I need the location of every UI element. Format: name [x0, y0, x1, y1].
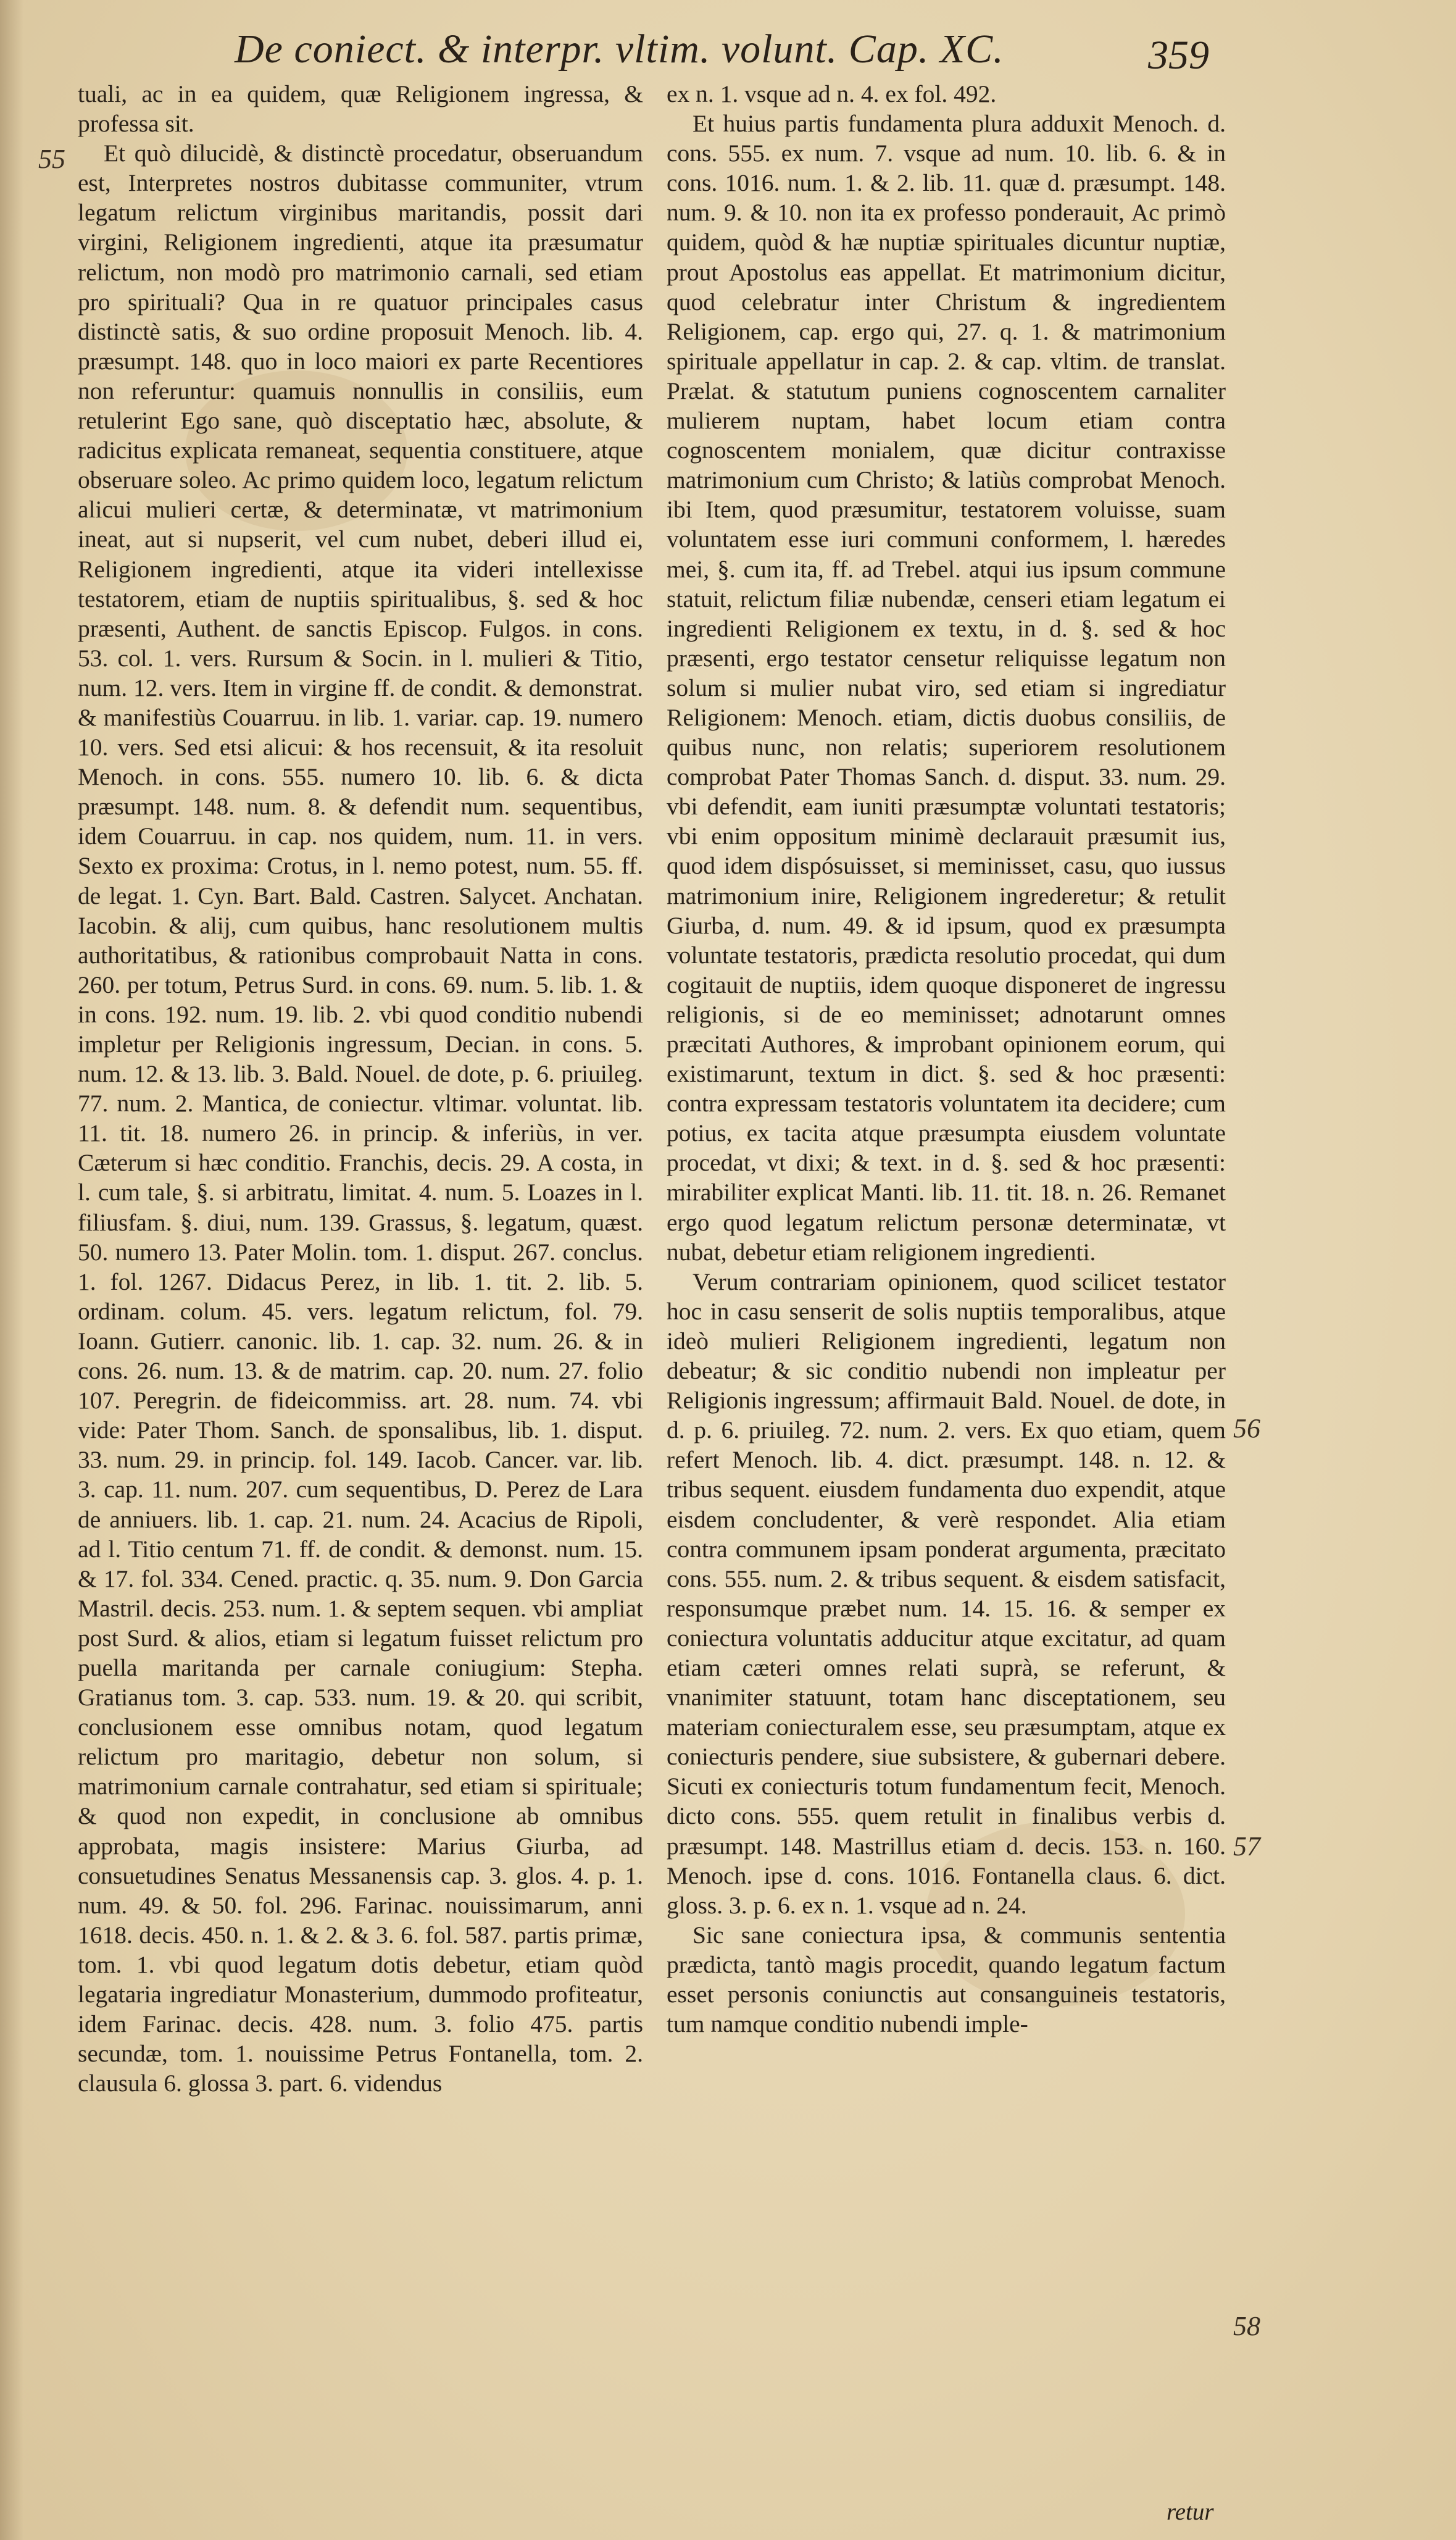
- catchword: retur: [1167, 2499, 1214, 2525]
- paragraph: Et quò dilucidè, & distinctè procedatur, obseruandum est, Interpretes nostros dubitasse communiter, vtrum legatum relictum virginibus maritandis, possit dari virgini, Religionem ingredienti, atque ita præsumatur relictum, non modò pro matrimonio carnali, sed etiam pro spirituali? Qua in re quatuor principales casus distinctè satis, & suo ordine proposuit Menoch. lib. 4. præsumpt. 148. quo in loco maiori ex parte Recentiores non referuntur: quamuis nonnullis in consiliis, eum retulerint Ego sane, quò disceptatio hæc, absolute, & radicitus explicata remaneat, sequentia constituere, atque obseruare soleo. Ac primo quidem loco, legatum relictum alicui mulieri certæ, & determinatæ, vt matrimonium ineat, aut si nupserit, vel cum nubet, deberi illud ei, Religionem ingredienti, atque ita videri intellexisse testatorem, etiam de nuptiis spiritualibus, §. sed & hoc præsenti, Authent. de sanctis Episcop. Fulgos. in cons. 53. col. 1. vers. Rursum & Socin. in l. mulieri & Titio, num. 12. vers. Item in virgine ff. de condit. & demonstrat. & manifestiùs Couarruu. in lib. 1. variar. cap. 19. numero 10. vers. Sed etsi alicui: & hos recensuit, & ita resoluit Menoch. in cons. 555. numero 10. lib. 6. & dicta præsumpt. 148. num. 8. & defendit num. sequentibus, idem Couarruu. in cap. nos quidem, num. 11. in vers. Sexto ex proxima: Crotus, in l. nemo potest, num. 55. ff. de legat. 1. Cyn. Bart. Bald. Castren. Salycet. Anchatan. Iacobin. & alij, cum quibus, hanc resolutionem multis authoritatibus, & rationibus comprobauit Natta in cons. 260. per totum, Petrus Surd. in cons. 69. num. 5. lib. 1. & in cons. 192. num. 19. lib. 2. vbi quod conditio nubendi impletur per Religionis ingressum, Decian. in cons. 5. num. 12. & 13. lib. 3. Bald. Nouel. de dote, p. 6. priuileg. 77. num. 2. Mantica, de coniectur. vltimar. voluntat. lib. 11. tit. 18. numero 26. in princip. & inferiùs, in ver. Cæterum si hæc conditio. Franchis, decis. 29. A costa, in l. cum tale, §. si arbitratu, limitat. 4. num. 5. Loazes in l. filiusfam. §. diui, num. 139. Grassus, §. legatum, quæst. 50. numero 13. Pater Molin. tom. 1. disput. 267. conclus. 1. fol. 1267. Didacus Perez, in lib. 1. tit. 2. lib. 5. ordinam. colum. 45. vers. legatum relictum, fol. 79. Ioann. Gutierr. canonic. lib. 1. cap. 32. num. 26. & in cons. 26. num. 13. & de matrim. cap. 20. num. 27. folio 107. Peregrin. de fideicommiss. art. 28. num. 74. vbi vide: Pater Thom. Sanch. de sponsalibus, lib. 1. disput. 33. num. 29. in princip. fol. 149. Iacob. Cancer. var. lib. 3. cap. 11. num. 207. cum sequentibus, D. Perez de Lara de anniuers. lib. 1. cap. 21. num. 24. Acacius de Ripoli, ad l. Titio centum 71. ff. de condit. & demonst. num. 15. & 17. fol. 334. Cened. practic. q. 35. num. 9. Don Garcia Mastril. decis. 253. num. 1. & septem sequen. vbi ampliat post Surd. & alios, etiam si legatum fuisset relictum pro puella maritanda per carnale coniugium: Stepha. Gratianus tom. 3. cap. 533. num. 19. & 20. qui scribit, conclusionem esse omnibus notam, quod legatum relictum pro maritagio, debetur non solum, si matrimonium carnale contrahatur, sed etiam si spirituale; & quod non expedit, in conclusione ab omnibus approbata, magis insistere: Marius Giurba, ad consuetudines Senatus Messanensis cap. 3. glos. 4. p. 1. num. 49. & 50. fol. 296. Farinac. nouissimarum, anni 1618. decis. 450. n. 1. & 2. & 3. 6. fol. 587. partis primæ, tom. 1. vbi quod legatum dotis debetur, etiam quòd legataria ingrediatur Monasterium, dummodo profiteatur, idem Farinac. decis. 428. num. 3. folio 475. partis secundæ, tom. 1. nouissime Petrus Fontanella, tom. 2. clausula 6. glossa 3. part. 6. videndus: [78, 140, 643, 2097]
- right-column: [667, 79, 1226, 2039]
- paragraph: ex n. 1. vsque ad n. 4. ex fol. 492.: [667, 80, 997, 107]
- marginal-number: 57: [1233, 1831, 1260, 1861]
- marginal-number: 58: [1233, 2311, 1260, 2341]
- running-head: De coniect. & interpr. vltim. volunt. Cap. XC.: [235, 27, 1004, 72]
- paragraph: Et huius partis fundamenta plura adduxit Menoch. d. cons. 555. ex num. 7. vsque ad num. 10. lib. 6. & in cons. 1016. num. 1. & 2. lib. 11. quæ d. præsumpt. 148. num. 9. & 10. non ita ex professo ponderauit, Ac primò quidem, quòd & hæ nuptiæ spirituales dicuntur nuptiæ, prout Apostolus eas appellat. Et matrimonium dicitur, quod celebratur inter Christum & ingredientem Religionem, cap. ergo qui, 27. q. 1. & matrimonium spirituale appellatur in cap. 2. & cap. vltim. de translat. Prælat. & statutum puniens cognoscentem carnaliter mulierem nuptam, habet locum etiam contra cognoscentem monialem, quæ dicitur contraxisse matrimonium cum Christo; & latiùs comprobat Menoch. ibi Item, quod præsumitur, testatorem voluisse, suam voluntatem esse iuri communi conformem, l. hæredes mei, §. cum ita, ff. ad Trebel. atqui ius ipsum commune statuit, relictum filiæ nubendæ, censeri etiam legatum ei ingredienti Religionem ex textu, in d. §. sed & hoc præsenti, ergo testator censetur reliquisse legatum non solum si mulier nubat viro, sed etiam si ingrediatur Religionem: Menoch. etiam, dictis duobus consiliis, de quibus nunc, non relatis; superiorem resolutionem comprobat Pater Thomas Sanch. d. disput. 33. num. 29. vbi defendit, eam iuniti præsumptæ voluntati testatoris; vbi enim oppositum minimè declarauit præsumit ius, quod idem dispósuisset, si meminisset, casu, quo iussus matrimonium inire, Religionem ingrederetur; & retulit Giurba, d. num. 49. & id ipsum, quod ex præsumpta voluntate testatoris, prædicta resolutio procedat, qui dum cogitauit de nuptiis, idem quoque disponeret de ingressu religionis, si de eo meminisset; adnotarunt omnes præcitati Authores, & improbant opinionem eorum, qui existimarunt, textum in dict. §. sed & hoc præsenti: contra expressam testatoris voluntatem ita decidere; cum potius, ex tacita atque præsumpta eiusdem voluntate procedat, vt dixi; & text. in d. §. sed & hoc præsenti: mirabiliter explicat Manti. lib. 11. tit. 18. n. 26. Remanet ergo quod legatum relictum personæ determinatæ, vt nubat, debetur etiam religionem ingredienti.: [667, 110, 1226, 1266]
- paragraph: tuali, ac in ea quidem, quæ Religionem ingressa, & professa sit.: [78, 80, 643, 138]
- paragraph: Verum contrariam opinionem, quod scilicet testator hoc in casu senserit de solis nuptiis temporalibus, atque ideò mulieri Religionem ingredienti, legatum non debeatur; & sic conditio nubendi non impleatur per Religionis ingressum; affirmauit Bald. Nouel. de dote, in d. p. 6. priuileg. 72. num. 2. vers. Ex quo etiam, quem refert Menoch. lib. 4. dict. præsumpt. 148. n. 12. & tribus sequent. eiusdem fundamenta duo expendit, atque eisdem concludenter, & verè respondet. Alia etiam contra communem ipsam ponderat argumenta, præcitato cons. 555. num. 2. & tribus sequent. & eisdem satisfacit, responsumque præbet num. 14. 15. 16. & semper ex coniectura voluntatis adducitur atque excitatur, ad quam etiam cæteri omnes relati suprà, se referunt, & vnanimiter statuunt, totam hanc disceptationem, seu materiam coniecturalem esse, seu præsumptam, atque ex coniecturis pendere, siue subsistere, & gubernari debere. Sicuti ex coniecturis totum fundamentum fecit, Menoch. dicto cons. 555. quem retulit in finalibus verbis d. præsumpt. 148. Mastrillus etiam d. decis. 153. n. 160. Menoch. ipse d. cons. 1016. Fontanella claus. 6. dict. gloss. 3. p. 6. ex n. 1. vsque ad n. 24.: [667, 1268, 1226, 1919]
- marginal-number: 56: [1233, 1413, 1260, 1443]
- left-column: [78, 79, 643, 2098]
- paragraph: Sic sane coniectura ipsa, & communis sententia prædicta, tantò magis procedit, quando legatum factum esset personis coniunctis aut consanguineis testatoris, tum namque conditio nubendi imple-: [667, 1921, 1226, 2038]
- page-number: 359: [1148, 33, 1209, 78]
- binding-shadow: [0, 0, 23, 2540]
- marginal-number: 55: [38, 144, 65, 174]
